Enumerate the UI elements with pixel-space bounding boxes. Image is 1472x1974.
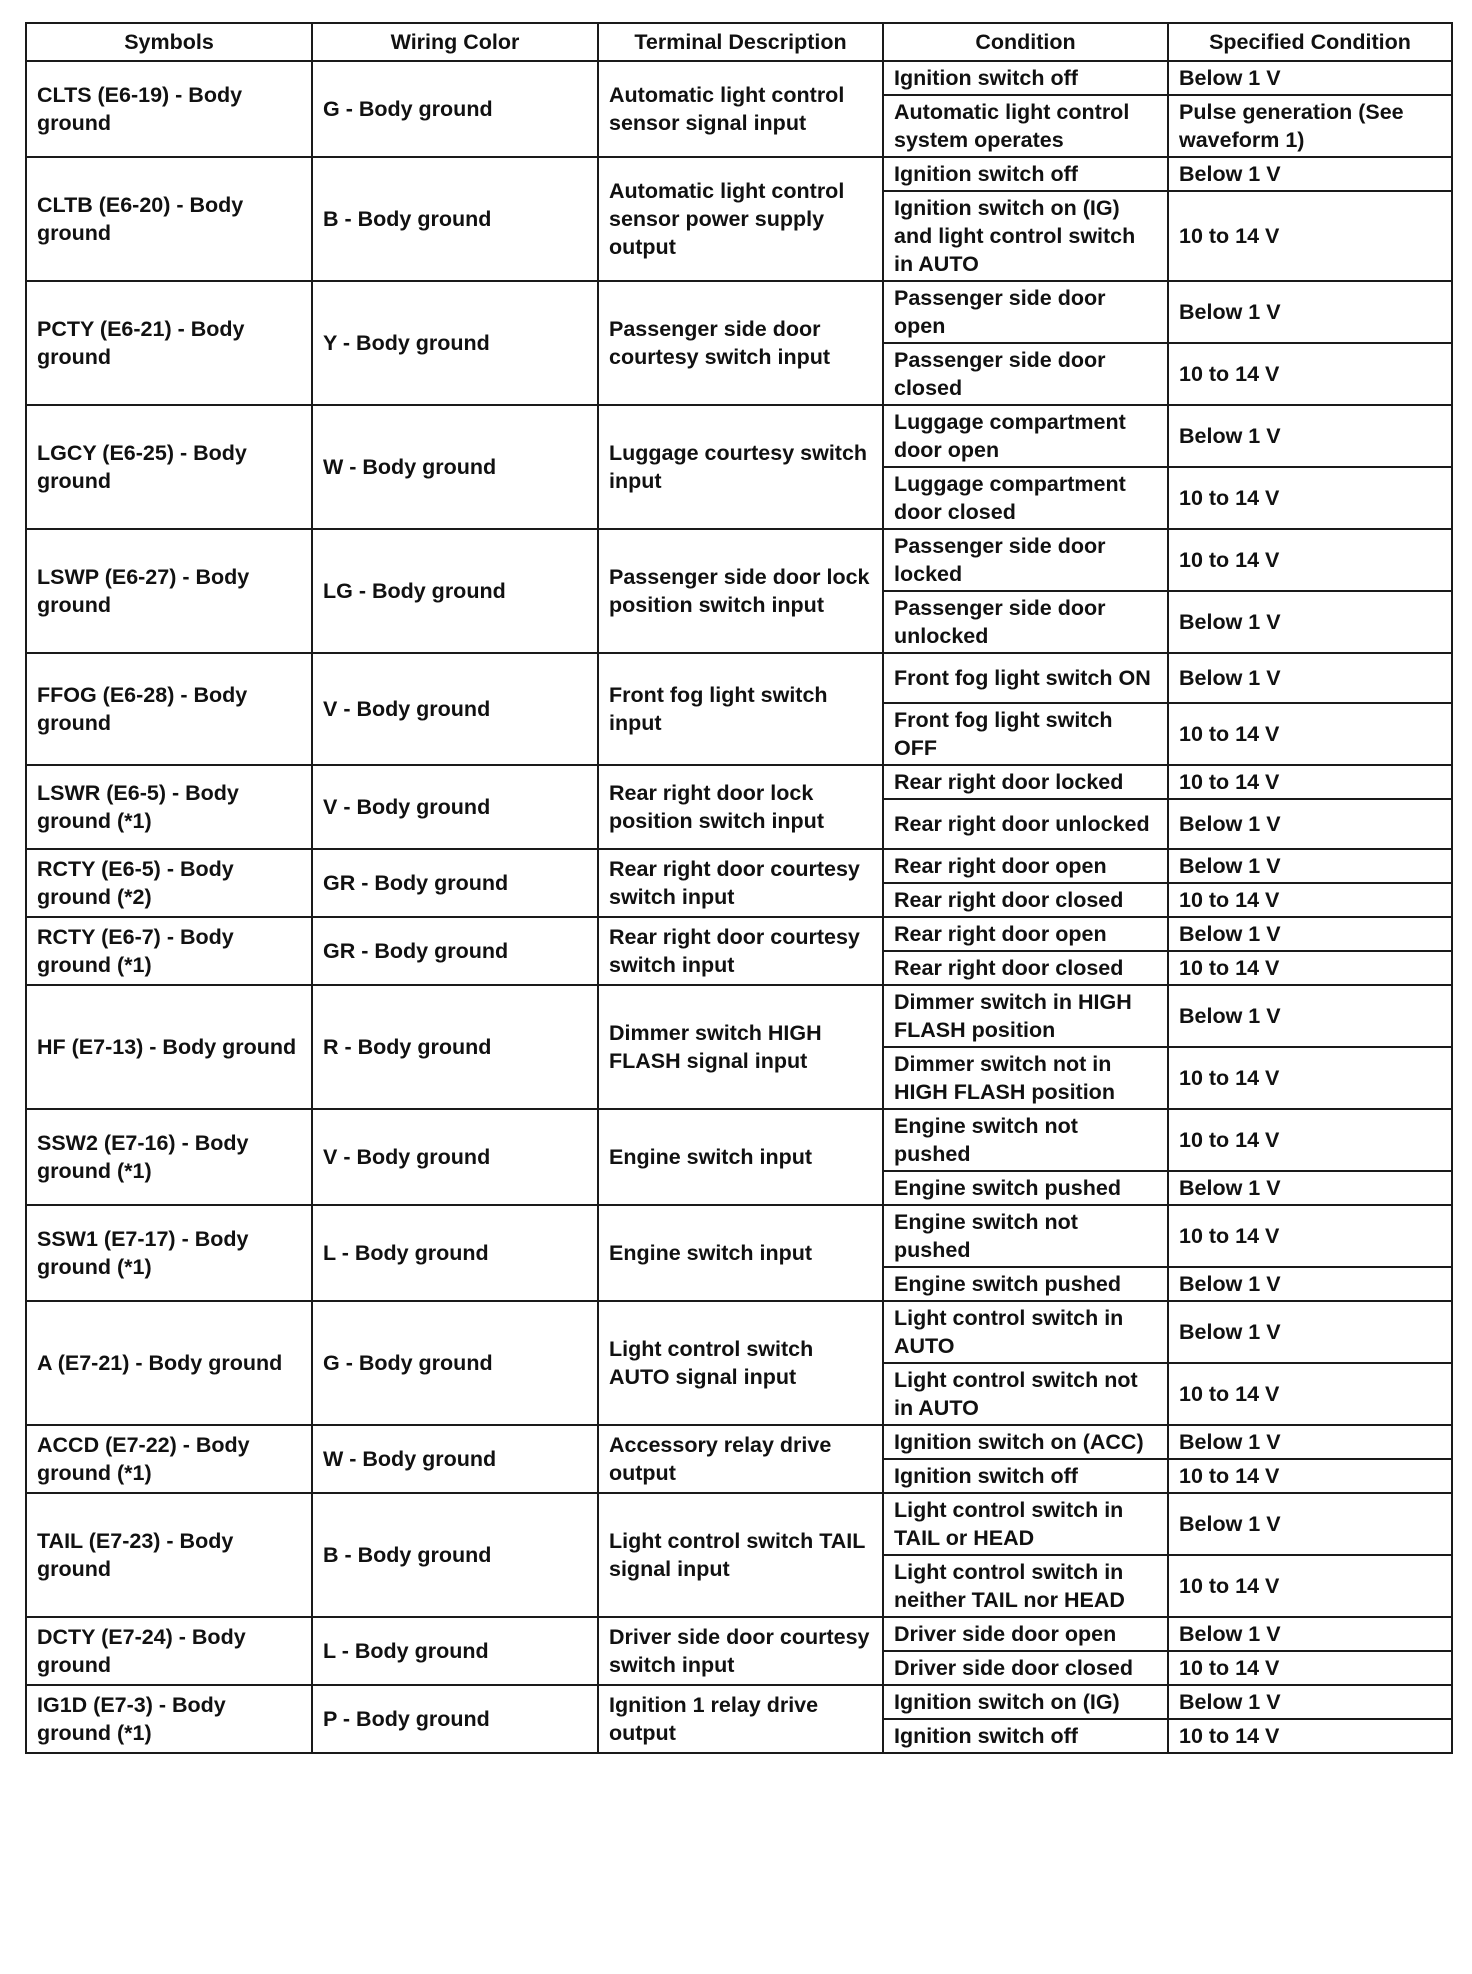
condition-cell: Engine switch not pushed [883,1109,1168,1171]
terminal-description-cell: Ignition 1 relay drive output [598,1685,883,1753]
header-wiring-color: Wiring Color [312,23,598,61]
table-row [26,1493,1452,1555]
wiring-color-cell: W - Body ground [312,405,598,529]
wiring-color-cell: GR - Body ground [312,917,598,985]
wiring-color-cell: G - Body ground [312,61,598,157]
specified-condition-cell: Below 1 V [1168,1617,1452,1651]
table-row [26,529,1452,591]
specified-condition-cell: 10 to 14 V [1168,1363,1452,1425]
condition-cell: Light control switch not in AUTO [883,1363,1168,1425]
symbol-cell: CLTB (E6-20) - Body ground [26,157,312,281]
table-row [26,281,1452,343]
wiring-color-cell: B - Body ground [312,1493,598,1617]
specified-condition-cell: Below 1 V [1168,61,1452,95]
specified-condition-cell: Below 1 V [1168,849,1452,883]
table-row [26,157,1452,191]
specified-condition-cell: 10 to 14 V [1168,765,1452,799]
symbol-cell: SSW1 (E7-17) - Body ground (*1) [26,1205,312,1301]
specified-condition-cell: 10 to 14 V [1168,467,1452,529]
wiring-color-cell: V - Body ground [312,765,598,849]
condition-cell: Rear right door closed [883,883,1168,917]
specified-condition-cell: Below 1 V [1168,1301,1452,1363]
symbol-cell: LGCY (E6-25) - Body ground [26,405,312,529]
wiring-color-cell: R - Body ground [312,985,598,1109]
wiring-color-cell: L - Body ground [312,1205,598,1301]
table-row [26,765,1452,799]
table-row [26,61,1452,95]
terminal-description-cell: Rear right door lock position switch input [598,765,883,849]
condition-cell: Rear right door open [883,849,1168,883]
table-row [26,1109,1452,1171]
specified-condition-cell: 10 to 14 V [1168,1047,1452,1109]
specified-condition-cell: 10 to 14 V [1168,1719,1452,1753]
terminal-description-cell: Passenger side door lock position switch input [598,529,883,653]
specified-condition-cell: Below 1 V [1168,1171,1452,1205]
terminal-description-cell: Dimmer switch HIGH FLASH signal input [598,985,883,1109]
table-row [26,405,1452,467]
specified-condition-cell: Below 1 V [1168,405,1452,467]
symbol-cell: HF (E7-13) - Body ground [26,985,312,1109]
symbol-cell: RCTY (E6-7) - Body ground (*1) [26,917,312,985]
specified-condition-cell: 10 to 14 V [1168,703,1452,765]
header-terminal-description: Terminal Description [598,23,883,61]
table-body [26,61,1452,1753]
symbol-cell: CLTS (E6-19) - Body ground [26,61,312,157]
condition-cell: Automatic light control system operates [883,95,1168,157]
condition-cell: Passenger side door closed [883,343,1168,405]
specified-condition-cell: 10 to 14 V [1168,1555,1452,1617]
symbol-cell: A (E7-21) - Body ground [26,1301,312,1425]
terminal-description-cell: Rear right door courtesy switch input [598,917,883,985]
wiring-color-cell: LG - Body ground [312,529,598,653]
wiring-color-cell: L - Body ground [312,1617,598,1685]
header-specified-condition: Specified Condition [1168,23,1452,61]
specified-condition-cell: Below 1 V [1168,653,1452,703]
condition-cell: Ignition switch off [883,1459,1168,1493]
condition-cell: Ignition switch off [883,1719,1168,1753]
table-row [26,917,1452,951]
specified-condition-cell: 10 to 14 V [1168,951,1452,985]
condition-cell: Driver side door open [883,1617,1168,1651]
symbol-cell: FFOG (E6-28) - Body ground [26,653,312,765]
symbol-cell: PCTY (E6-21) - Body ground [26,281,312,405]
terminal-description-cell: Driver side door courtesy switch input [598,1617,883,1685]
specified-condition-cell: Below 1 V [1168,157,1452,191]
specified-condition-cell: 10 to 14 V [1168,1651,1452,1685]
condition-cell: Rear right door closed [883,951,1168,985]
table-row [26,985,1452,1047]
specified-condition-cell: Below 1 V [1168,1425,1452,1459]
condition-cell: Light control switch in AUTO [883,1301,1168,1363]
condition-cell: Engine switch not pushed [883,1205,1168,1267]
terminal-description-cell: Rear right door courtesy switch input [598,849,883,917]
condition-cell: Rear right door open [883,917,1168,951]
specified-condition-cell: Below 1 V [1168,281,1452,343]
symbol-cell: IG1D (E7-3) - Body ground (*1) [26,1685,312,1753]
terminal-description-cell: Luggage courtesy switch input [598,405,883,529]
terminal-table [25,22,1453,1754]
condition-cell: Passenger side door locked [883,529,1168,591]
specified-condition-cell: Below 1 V [1168,985,1452,1047]
wiring-color-cell: G - Body ground [312,1301,598,1425]
terminal-description-cell: Automatic light control sensor signal input [598,61,883,157]
table-row [26,1301,1452,1363]
condition-cell: Rear right door unlocked [883,799,1168,849]
condition-cell: Dimmer switch not in HIGH FLASH position [883,1047,1168,1109]
symbol-cell: TAIL (E7-23) - Body ground [26,1493,312,1617]
specified-condition-cell: Below 1 V [1168,799,1452,849]
specified-condition-cell: Below 1 V [1168,1685,1452,1719]
terminal-description-cell: Front fog light switch input [598,653,883,765]
symbol-cell: LSWP (E6-27) - Body ground [26,529,312,653]
symbol-cell: ACCD (E7-22) - Body ground (*1) [26,1425,312,1493]
condition-cell: Passenger side door unlocked [883,591,1168,653]
condition-cell: Driver side door closed [883,1651,1168,1685]
specified-condition-cell: Pulse generation (See waveform 1) [1168,95,1452,157]
condition-cell: Light control switch in TAIL or HEAD [883,1493,1168,1555]
symbol-cell: DCTY (E7-24) - Body ground [26,1617,312,1685]
condition-cell: Ignition switch off [883,61,1168,95]
wiring-color-cell: V - Body ground [312,1109,598,1205]
wiring-color-cell: B - Body ground [312,157,598,281]
table-row [26,1425,1452,1459]
condition-cell: Light control switch in neither TAIL nor HEAD [883,1555,1168,1617]
condition-cell: Luggage compartment door closed [883,467,1168,529]
condition-cell: Ignition switch on (IG) [883,1685,1168,1719]
specified-condition-cell: 10 to 14 V [1168,883,1452,917]
wiring-color-cell: V - Body ground [312,653,598,765]
terminal-description-cell: Engine switch input [598,1109,883,1205]
table-row [26,1205,1452,1267]
symbol-cell: LSWR (E6-5) - Body ground (*1) [26,765,312,849]
condition-cell: Front fog light switch OFF [883,703,1168,765]
wiring-color-cell: W - Body ground [312,1425,598,1493]
header-condition: Condition [883,23,1168,61]
wiring-color-cell: P - Body ground [312,1685,598,1753]
terminal-description-cell: Light control switch AUTO signal input [598,1301,883,1425]
condition-cell: Engine switch pushed [883,1171,1168,1205]
condition-cell: Engine switch pushed [883,1267,1168,1301]
header-symbols: Symbols [26,23,312,61]
specified-condition-cell: 10 to 14 V [1168,1109,1452,1171]
specified-condition-cell: 10 to 14 V [1168,1459,1452,1493]
specified-condition-cell: 10 to 14 V [1168,191,1452,281]
condition-cell: Front fog light switch ON [883,653,1168,703]
symbol-cell: RCTY (E6-5) - Body ground (*2) [26,849,312,917]
condition-cell: Passenger side door open [883,281,1168,343]
wiring-color-cell: Y - Body ground [312,281,598,405]
symbol-cell: SSW2 (E7-16) - Body ground (*1) [26,1109,312,1205]
specified-condition-cell: Below 1 V [1168,1493,1452,1555]
terminal-description-cell: Passenger side door courtesy switch input [598,281,883,405]
specified-condition-cell: 10 to 14 V [1168,343,1452,405]
terminal-description-cell: Accessory relay drive output [598,1425,883,1493]
condition-cell: Ignition switch on (ACC) [883,1425,1168,1459]
terminal-description-cell: Engine switch input [598,1205,883,1301]
condition-cell: Ignition switch on (IG) and light control switch in AUTO [883,191,1168,281]
wiring-color-cell: GR - Body ground [312,849,598,917]
condition-cell: Ignition switch off [883,157,1168,191]
condition-cell: Luggage compartment door open [883,405,1168,467]
condition-cell: Rear right door locked [883,765,1168,799]
condition-cell: Dimmer switch in HIGH FLASH position [883,985,1168,1047]
terminal-description-cell: Light control switch TAIL signal input [598,1493,883,1617]
specified-condition-cell: Below 1 V [1168,1267,1452,1301]
specified-condition-cell: 10 to 14 V [1168,1205,1452,1267]
table-row [26,1617,1452,1651]
terminal-description-cell: Automatic light control sensor power supply output [598,157,883,281]
specified-condition-cell: Below 1 V [1168,591,1452,653]
table-row [26,653,1452,703]
specified-condition-cell: 10 to 14 V [1168,529,1452,591]
header-row [26,23,1452,61]
table-row [26,1685,1452,1719]
table-row [26,849,1452,883]
specified-condition-cell: Below 1 V [1168,917,1452,951]
